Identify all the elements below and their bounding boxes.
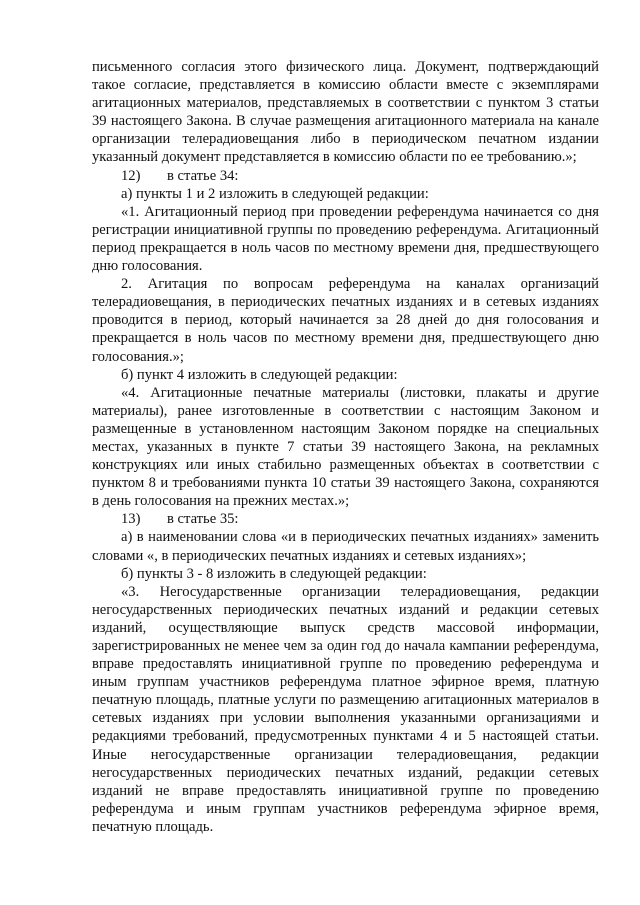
paragraph: «4. Агитационные печатные материалы (листовки, плакаты и другие материалы), ранее изготовленные в соответствии с настоящим Законом и размещенные в установленном настоящим Законом порядке на специальных местах, указанных в пункте 7 статьи 39 настоящего Закона, на рекламных конструкциях или иных стабильно размещенных объектах в соответствии с пунктом 8 и требованиями пункта 10 статьи 39 настоящего Закона, сохраняются в день голосования на прежних местах.»; [92, 384, 599, 510]
list-number: 12) [121, 167, 141, 184]
list-text: в статье 34: [167, 167, 239, 184]
paragraph: б) пункты 3 - 8 изложить в следующей редакции: [121, 565, 427, 582]
paragraph-continuation: письменного согласия этого физического лица. Документ, подтверждающий такое согласие, представляется в комиссию области вместе с экземплярами агитационных материалов, представляемых в соответствии с пунктом 3 статьи 39 настоящего Закона. В случае размещения агитационного материала на канале организации телерадиовещания либо в периодическом печатном издании указанный документ представляется в комиссию области по ее требованию.»; [92, 59, 599, 166]
list-number: 13) [121, 511, 141, 528]
paragraph: «3. Негосударственные организации телерадиовещания, редакции негосударственных периодических печатных изданий и редакции сетевых изданий, осуществляющие выпуск средств массовой информации, зарегистрированных не менее чем за один год до начала кампании референдума, вправе предоставлять инициативной группе по проведению референдума и иным группам участников референдума платное эфирное время, платную печатную площадь, платные услуги по размещению агитационных материалов в сетевых изданиях при условии выполнения указанными организациями и редакциями требований, предусмотренных пунктами 4 и 5 настоящей статьи. Иные негосударственные организации телерадиовещания, редакции негосударственных периодических печатных изданий, редакции сетевых изданий не вправе предоставлять инициативной группе по проведению референдума и иным группам участников референдума эфирное время, печатную площадь. [92, 583, 599, 835]
list-text: в статье 35: [167, 511, 239, 528]
paragraph: б) пункт 4 изложить в следующей редакции: [121, 366, 398, 383]
list-item-13 [92, 510, 599, 528]
paragraph: а) пункты 1 и 2 изложить в следующей редакции: [121, 185, 429, 202]
paragraph: 2. Агитация по вопросам референдума на каналах организаций телерадиовещания, в периодических печатных изданиях и в сетевых изданиях проводится в период, который начинается за 28 дней до дня голосования и прекращается в ноль часов по местному времени дня, предшествующего дню голосования.»; [92, 276, 599, 365]
paragraph: «1. Агитационный период при проведении референдума начинается со дня регистрации инициативной группы по проведению референдума. Агитационный период прекращается в ноль часов по местному времени дня, предшествующего дню голосования. [92, 203, 599, 275]
document-page [92, 58, 599, 836]
list-item-12 [92, 167, 599, 185]
paragraph: а) в наименовании слова «и в периодических печатных изданиях» заменить словами «, в периодических печатных изданиях и сетевых изданиях»; [92, 529, 599, 564]
